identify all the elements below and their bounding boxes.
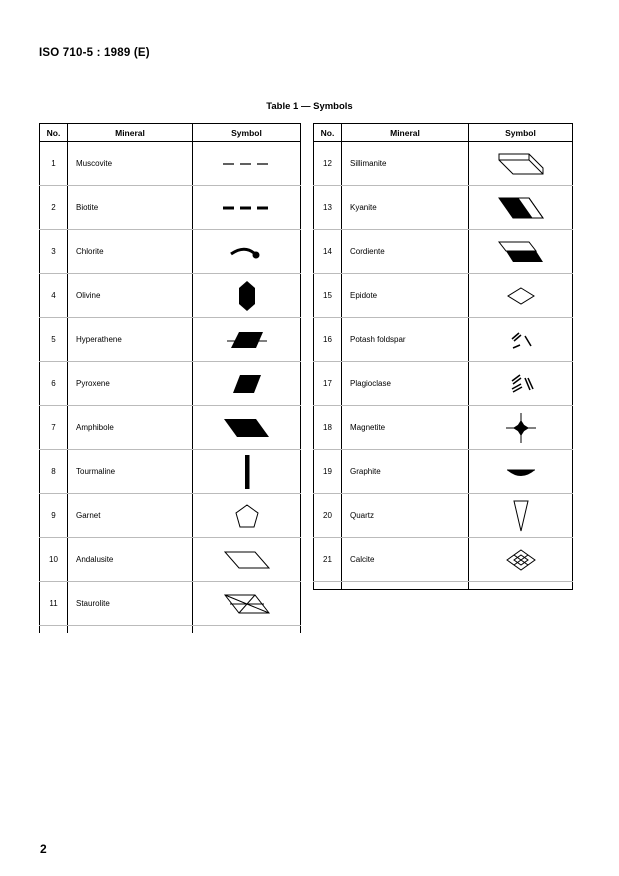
table-row-continuation — [40, 626, 301, 634]
symbol-cell — [193, 318, 301, 362]
mineral-name: Biotite — [68, 186, 193, 230]
pentagon-icon — [233, 502, 261, 530]
mineral-name: Amphibole — [68, 406, 193, 450]
mineral-name: Cordiente — [342, 230, 469, 274]
mineral-name: Muscovite — [68, 142, 193, 186]
row-number: 7 — [40, 406, 68, 450]
open-prism-icon — [496, 151, 546, 177]
mineral-name: Potash foldspar — [342, 318, 469, 362]
row-number: 4 — [40, 274, 68, 318]
row-number: 12 — [314, 142, 342, 186]
column-header-no: No. — [314, 124, 342, 142]
mineral-name: Kyanite — [342, 186, 469, 230]
row-number: 9 — [40, 494, 68, 538]
table-row — [40, 406, 301, 450]
filled-parallelogram-icon — [227, 373, 267, 395]
table-row — [314, 406, 573, 450]
mineral-name: Calcite — [342, 538, 469, 582]
table-row — [40, 274, 301, 318]
mineral-name: Staurolite — [68, 582, 193, 626]
table-row — [40, 318, 301, 362]
mineral-name: Tourmaline — [68, 450, 193, 494]
symbol-cell — [469, 538, 573, 582]
symbols-table-right — [313, 123, 573, 590]
mineral-name: Olivine — [68, 274, 193, 318]
symbols-table-left — [39, 123, 301, 633]
filled-hexagon-icon — [236, 279, 258, 313]
row-number: 19 — [314, 450, 342, 494]
row-number: 20 — [314, 494, 342, 538]
table-row — [314, 186, 573, 230]
column-header-symbol: Symbol — [469, 124, 573, 142]
page-number: 2 — [40, 842, 47, 856]
symbol-cell — [469, 142, 573, 186]
filled-wide-parallelogram-icon — [221, 416, 273, 440]
symbol-cell — [193, 362, 301, 406]
row-number: 16 — [314, 318, 342, 362]
crossed-parallelogram-icon — [222, 591, 272, 617]
split-lines-icon — [506, 329, 536, 351]
symbol-cell — [193, 538, 301, 582]
table-row — [40, 186, 301, 230]
symbol-cell — [193, 582, 301, 626]
symbol-cell — [469, 274, 573, 318]
column-header-mineral: Mineral — [68, 124, 193, 142]
half-filled-prism-icon — [496, 195, 546, 221]
row-number: 10 — [40, 538, 68, 582]
symbol-cell — [193, 142, 301, 186]
row-number: 21 — [314, 538, 342, 582]
lens-icon — [504, 464, 538, 480]
table-row — [40, 450, 301, 494]
mineral-name: Plagioclase — [342, 362, 469, 406]
row-number: 18 — [314, 406, 342, 450]
mineral-name: Quartz — [342, 494, 469, 538]
row-number: 17 — [314, 362, 342, 406]
mineral-name: Andalusite — [68, 538, 193, 582]
symbol-cell — [469, 230, 573, 274]
column-header-mineral: Mineral — [342, 124, 469, 142]
table-row — [314, 494, 573, 538]
filled-parallelogram-crossed-icon — [225, 329, 269, 351]
hook-curve-icon — [225, 241, 269, 263]
table-row — [40, 230, 301, 274]
row-number: 3 — [40, 230, 68, 274]
table-row — [314, 450, 573, 494]
mineral-name: Garnet — [68, 494, 193, 538]
table-row — [314, 274, 573, 318]
star-cross-icon — [504, 411, 538, 445]
twinned-lines-icon — [506, 372, 536, 396]
table-header-row — [314, 124, 573, 142]
row-number: 8 — [40, 450, 68, 494]
symbol-cell — [193, 274, 301, 318]
dashed-thin-line-icon — [217, 159, 277, 169]
symbol-cell — [469, 450, 573, 494]
symbol-cell — [193, 406, 301, 450]
row-number: 14 — [314, 230, 342, 274]
mineral-name: Epidote — [342, 274, 469, 318]
dashed-thick-line-icon — [217, 203, 277, 213]
row-number: 6 — [40, 362, 68, 406]
symbol-cell — [469, 186, 573, 230]
mineral-name: Hyperathene — [68, 318, 193, 362]
mineral-name: Magnetite — [342, 406, 469, 450]
inverted-triangle-icon — [511, 499, 531, 533]
row-number: 13 — [314, 186, 342, 230]
table-row — [314, 318, 573, 362]
table-row — [40, 142, 301, 186]
table-row-continuation — [314, 582, 573, 590]
symbol-cell — [193, 450, 301, 494]
vertical-bar-icon — [242, 454, 252, 490]
symbol-cell — [193, 230, 301, 274]
column-header-symbol: Symbol — [193, 124, 301, 142]
mineral-name: Chlorite — [68, 230, 193, 274]
table-row — [40, 538, 301, 582]
table-row — [314, 538, 573, 582]
row-number: 5 — [40, 318, 68, 362]
column-header-no: No. — [40, 124, 68, 142]
table-row — [40, 494, 301, 538]
symbol-cell — [469, 494, 573, 538]
table-row — [314, 142, 573, 186]
table-row — [314, 362, 573, 406]
table-header-row — [40, 124, 301, 142]
symbol-cell — [469, 318, 573, 362]
symbol-cell — [469, 362, 573, 406]
mineral-name: Pyroxene — [68, 362, 193, 406]
open-parallelogram-icon — [222, 549, 272, 571]
document-id: ISO 710-5 : 1989 (E) — [39, 47, 150, 59]
row-number: 2 — [40, 186, 68, 230]
table-row — [314, 230, 573, 274]
table-title: Table 1 — Symbols — [266, 101, 353, 112]
symbol-cell — [193, 186, 301, 230]
table-row — [40, 582, 301, 626]
row-number: 15 — [314, 274, 342, 318]
row-number: 11 — [40, 582, 68, 626]
table-row — [40, 362, 301, 406]
diamond-icon — [505, 285, 537, 307]
mineral-name: Graphite — [342, 450, 469, 494]
mineral-name: Sillimanite — [342, 142, 469, 186]
bottom-filled-prism-icon — [496, 239, 546, 265]
symbol-cell — [469, 406, 573, 450]
rhomb-lattice-icon — [504, 548, 538, 572]
symbol-cell — [193, 494, 301, 538]
row-number: 1 — [40, 142, 68, 186]
